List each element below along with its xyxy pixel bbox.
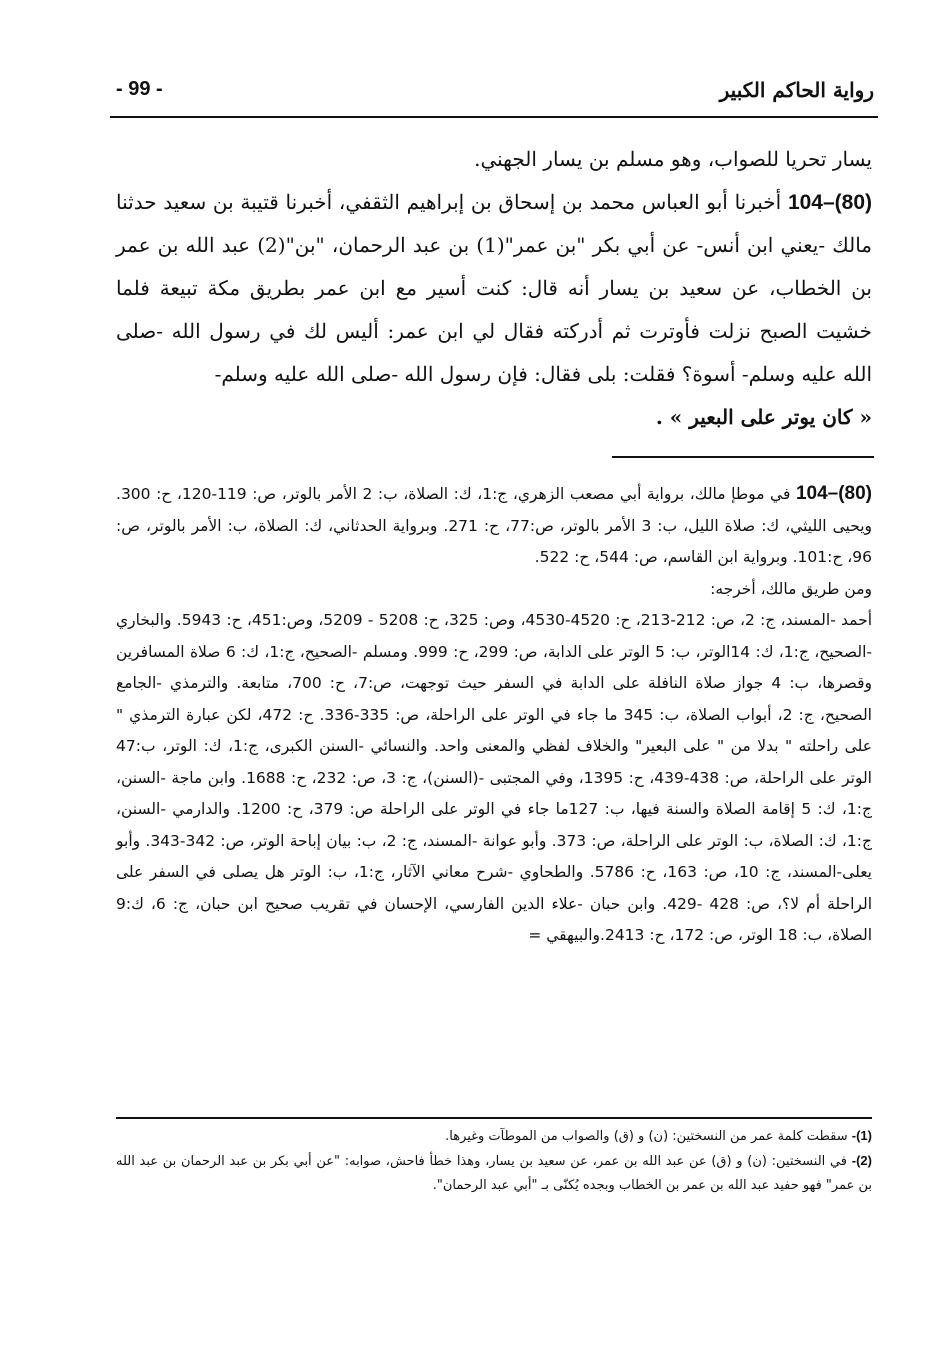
takhrij-text-1: في موطإ مالك، برواية أبي مصعب الزهري، ج:1، ك: الصلاة، ب: 2 الأمر بالوتر، ص: 119-120، ح: 300. ويحيى الليثي، ك: صلاة الليل، ب: 3 الأمر بالوتر، ص:77، ح: 271. وبرواية الحدثاني، ك: الصلاة، ب: الأمر بالوتر، ص: 96، ح:101. وبرواية ابن القاسم، ص: 544، ح: 522. (116, 485, 873, 566)
footnote-marker: (1)- (851, 1128, 872, 1143)
page-header (110, 72, 878, 118)
main-text (116, 138, 872, 439)
footnote-rule (116, 1117, 872, 1119)
takhrij-paragraph-2: ومن طريق مالك، أخرجه: (710, 579, 872, 598)
takhrij-hadith-number: 104–(80) (795, 483, 872, 504)
hadith-body: أخبرنا أبو العباس محمد بن إسحاق بن إبراهيم الثقفي، أخبرنا قتيبة بن سعيد حدثنا مالك -يعني ابن أنس- عن أبي بكر "بن عمر"(1) بن عبد الرحمان، "بن"(2) عبد الله بن عمر بن الخطاب، عن سعيد بن يسار أنه قال: كنت أسير مع ابن عمر بطريق مكة تبيعة فلما خشيت الصبح نزلت فأوترت ثم أدركته فقال لي ابن عمر: أليس لك في رسول الله -صلى الله عليه وسلم- أسوة؟ فقلت: بلى فقال: فإن رسول الله -صلى الله عليه وسلم- (116, 190, 872, 386)
takhrij-paragraph-3: أحمد -المسند، ج: 2، ص: 212-213، ح: 4520-4530، وص: 325، ح: 5208 - 5209، وص:451، ح: 5943. والبخاري -الصحيح، ج:1، ك: 14الوتر، ب: 5 الوتر على الدابة، ص: 299، ح: 999. ومسلم -الصحيح، ج:1، ك: 6 صلاة المسافرين وقصرها، ب: 4 جواز صلاة النافلة على الدابة في السفر حيث توجهت، ص:7، ح: 700، متابعة. والترمذي -الجامع الصحيح، ج: 2، أبواب الصلاة، ب: 345 ما جاء في الوتر على الراحلة، ص: 335-336. ح: 472، لكن عبارة الترمذي " على راحلته " بدلا من " على البعير" والخلاف لفظي والمعنى واحد. والنسائي -السنن الكبرى، ج:1، ك: الوتر، ب:47 الوتر على الراحلة، ص: 438-439، ح: 1395، وفي المجتبى -(السنن)، ج: 3، ص: 232، ح: 1688. وابن ماجة -السنن، ج:1، ك: 5 إقامة الصلاة والسنة فيها، ب: 127ما جاء في الوتر على الراحلة ص: 379، ح: 1200. والدارمي -السنن، ج:1، ك: الصلاة، ب: الوتر على الراحلة، ص: 373. وأبو عوانة -المسند، ج: 2، ب: بيان إباحة الوتر، ص: 342-343. وأبو يعلى-المسند، ج: 10، ص: 163، ح: 5786. والطحاوي -شرح معاني الآثار، ج:1، ب: الوتر هل يصلى في السفر على الراحلة أم لا؟، ص: 428 -429. وابن حبان -علاء الدين الفارسي، الإحسان في تقريب صحيح ابن حبان، ج: 6، ك:9 الصلاة، ب: 18 الوتر، ص: 172، ح: 2413.والبيهقي = (116, 611, 873, 944)
hadith-paragraph (116, 181, 872, 396)
lead-line: يسار تحريا للصواب، وهو مسلم بن يسار الجهني. (474, 147, 872, 171)
footnote-marker: (2)- (851, 1153, 872, 1168)
hadith-closing-quote: « كان يوتر على البعير » . (655, 405, 872, 429)
footnote-1 (116, 1124, 872, 1149)
takhrij-paragraph-1 (116, 478, 872, 574)
running-title: رواية الحاكم الكبير (719, 78, 874, 102)
header-rule (110, 116, 878, 118)
footnotes (116, 1124, 872, 1198)
footnote-text: في النسختين: (ن) و (ق) عن عبد الله بن عمر، عن سعيد بن يسار، وهذا خطأ فاحش، صوابه: "عن أبي بكر بن عبد الرحمان بن عبد الله بن عمر" فهو حفيد عبد الله بن عمر بن الخطاب وبجده يُكنّى بـ "أبي عبد الرحمان". (116, 1154, 872, 1193)
section-separator (612, 456, 874, 458)
takhrij-section (116, 478, 872, 952)
footnote-2 (116, 1149, 872, 1198)
page-number: - 99 - (116, 78, 163, 100)
hadith-number: 104–(80) (787, 191, 872, 214)
footnote-text: سقطت كلمة عمر من النسختين: (ن) و (ق) والصواب من الموطآت وغيرها. (445, 1129, 848, 1144)
